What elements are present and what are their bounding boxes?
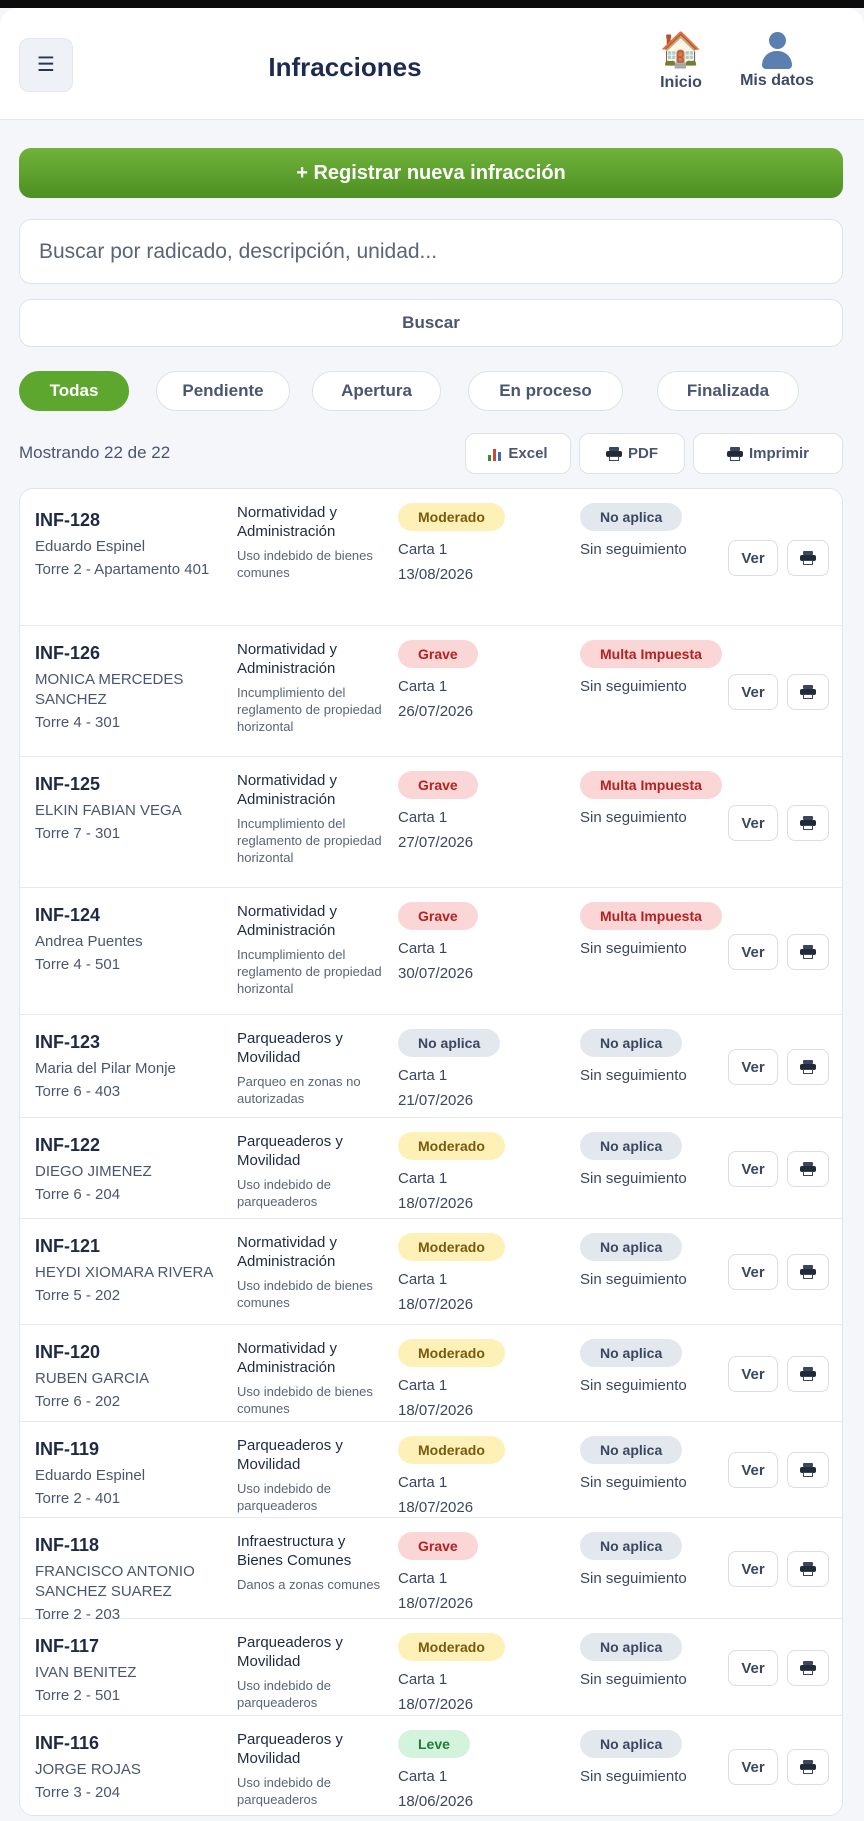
severity-badge: Grave bbox=[398, 640, 478, 668]
category: Parqueaderos y Movilidad bbox=[237, 1133, 343, 1169]
description: Uso indebido de bienes comunes bbox=[237, 548, 373, 580]
nav-my-data[interactable] bbox=[732, 30, 822, 90]
sanction-cell bbox=[580, 1436, 740, 1493]
resident-name: Andrea Puentes bbox=[35, 933, 143, 950]
sanction-badge: No aplica bbox=[580, 1029, 682, 1057]
table-row bbox=[20, 1219, 843, 1325]
infraction-id: INF-124 bbox=[35, 905, 101, 925]
infractions-list bbox=[19, 488, 843, 1816]
resident-cell bbox=[35, 1438, 225, 1509]
sanction-badge: No aplica bbox=[580, 1339, 682, 1367]
table-row bbox=[20, 1015, 843, 1118]
view-button[interactable]: Ver bbox=[728, 1452, 778, 1488]
severity-badge: Grave bbox=[398, 902, 478, 930]
severity-badge: Moderado bbox=[398, 1436, 505, 1464]
resident-unit: Torre 5 - 202 bbox=[35, 1287, 121, 1304]
resident-name: RUBEN GARCIA bbox=[35, 1370, 150, 1387]
sanction-cell bbox=[580, 902, 740, 959]
description: Incumplimiento del reglamento de propiedad horizontal bbox=[237, 816, 382, 865]
description: Uso indebido de parqueaderos bbox=[237, 1775, 331, 1807]
print-button[interactable] bbox=[693, 433, 843, 474]
category: Infraestructura y Bienes Comunes bbox=[237, 1533, 352, 1569]
category-cell bbox=[237, 1436, 382, 1514]
severity-badge: Moderado bbox=[398, 503, 505, 531]
sanction-cell bbox=[580, 1633, 740, 1690]
resident-unit: Torre 4 - 301 bbox=[35, 714, 121, 731]
resident-name: ELKIN FABIAN VEGA bbox=[35, 802, 182, 819]
followup-status: Sin seguimiento bbox=[580, 1170, 687, 1187]
description: Incumplimiento del reglamento de propiedad horizontal bbox=[237, 947, 382, 996]
resident-name: DIEGO JIMENEZ bbox=[35, 1163, 152, 1180]
filter-en-proceso[interactable]: En proceso bbox=[468, 371, 623, 411]
resident-unit: Torre 6 - 204 bbox=[35, 1186, 121, 1203]
description: Uso indebido de parqueaderos bbox=[237, 1481, 331, 1513]
infraction-date: 18/07/2026 bbox=[398, 1195, 474, 1212]
infraction-id: INF-119 bbox=[35, 1439, 100, 1459]
table-row bbox=[20, 489, 843, 626]
printer-icon bbox=[727, 447, 743, 461]
view-button[interactable]: Ver bbox=[728, 1356, 778, 1392]
resident-cell bbox=[35, 1534, 225, 1625]
infraction-id: INF-123 bbox=[35, 1032, 101, 1052]
description: Danos a zonas comunes bbox=[237, 1577, 381, 1592]
category: Parqueaderos y Movilidad bbox=[237, 1030, 343, 1066]
severity-cell bbox=[398, 1132, 568, 1214]
category: Normatividad y Administración bbox=[237, 504, 338, 540]
resident-unit: Torre 6 - 202 bbox=[35, 1393, 121, 1410]
resident-unit: Torre 2 - 501 bbox=[35, 1687, 121, 1704]
description: Incumplimiento del reglamento de propiedad horizontal bbox=[237, 685, 382, 734]
printer-icon bbox=[800, 945, 816, 959]
infraction-date: 18/06/2026 bbox=[398, 1793, 474, 1810]
severity-cell bbox=[398, 503, 568, 585]
category-cell bbox=[237, 1132, 382, 1210]
infraction-date: 27/07/2026 bbox=[398, 834, 474, 851]
search-button[interactable]: Buscar bbox=[19, 299, 843, 347]
letter-label: Carta 1 bbox=[398, 678, 448, 695]
sanction-badge: No aplica bbox=[580, 1532, 682, 1560]
followup-status: Sin seguimiento bbox=[580, 678, 687, 695]
printer-icon bbox=[800, 1661, 816, 1675]
infraction-id: INF-118 bbox=[35, 1535, 100, 1555]
letter-label: Carta 1 bbox=[398, 1067, 448, 1084]
sanction-badge: No aplica bbox=[580, 1730, 682, 1758]
sanction-badge: No aplica bbox=[580, 1633, 682, 1661]
export-pdf-label: PDF bbox=[628, 445, 658, 462]
printer-icon bbox=[800, 1265, 816, 1279]
resident-name: Eduardo Espinel bbox=[35, 538, 146, 555]
resident-cell bbox=[35, 642, 225, 733]
view-button[interactable]: Ver bbox=[728, 805, 778, 841]
description: Uso indebido de parqueaderos bbox=[237, 1177, 331, 1209]
infraction-id: INF-128 bbox=[35, 510, 101, 530]
user-icon bbox=[760, 32, 794, 70]
category: Normatividad y Administración bbox=[237, 1340, 338, 1376]
infraction-id: INF-122 bbox=[35, 1135, 101, 1155]
severity-badge: Moderado bbox=[398, 1339, 505, 1367]
print-row-button[interactable] bbox=[787, 1551, 829, 1587]
followup-status: Sin seguimiento bbox=[580, 1768, 687, 1785]
view-button[interactable]: Ver bbox=[728, 1254, 778, 1290]
sanction-cell bbox=[580, 503, 740, 560]
print-row-button[interactable] bbox=[787, 1356, 829, 1392]
category: Normatividad y Administración bbox=[237, 903, 338, 939]
description: Uso indebido de bienes comunes bbox=[237, 1278, 373, 1310]
infraction-date: 21/07/2026 bbox=[398, 1092, 474, 1109]
infraction-id: INF-126 bbox=[35, 643, 101, 663]
category: Normatividad y Administración bbox=[237, 1234, 338, 1270]
infraction-date: 13/08/2026 bbox=[398, 566, 474, 583]
view-button[interactable]: Ver bbox=[728, 1049, 778, 1085]
category: Parqueaderos y Movilidad bbox=[237, 1437, 343, 1473]
sanction-cell bbox=[580, 1339, 740, 1396]
letter-label: Carta 1 bbox=[398, 1271, 448, 1288]
category-cell bbox=[237, 1029, 382, 1107]
category-cell bbox=[237, 1233, 382, 1311]
infraction-date: 18/07/2026 bbox=[398, 1296, 474, 1313]
letter-label: Carta 1 bbox=[398, 1671, 448, 1688]
menu-button[interactable] bbox=[19, 38, 73, 92]
severity-cell bbox=[398, 902, 568, 984]
resident-name: Maria del Pilar Monje bbox=[35, 1060, 176, 1077]
severity-cell bbox=[398, 640, 568, 722]
printer-icon bbox=[800, 1760, 816, 1774]
table-row bbox=[20, 757, 843, 888]
infraction-date: 18/07/2026 bbox=[398, 1696, 474, 1713]
view-button[interactable]: Ver bbox=[728, 1650, 778, 1686]
followup-status: Sin seguimiento bbox=[580, 541, 687, 558]
printer-icon bbox=[800, 1367, 816, 1381]
table-row bbox=[20, 888, 843, 1015]
infraction-date: 18/07/2026 bbox=[398, 1595, 474, 1612]
resident-cell bbox=[35, 1341, 225, 1412]
description: Uso indebido de bienes comunes bbox=[237, 1384, 373, 1416]
print-label: Imprimir bbox=[748, 445, 809, 462]
printer-icon bbox=[800, 685, 816, 699]
severity-cell bbox=[398, 771, 568, 853]
table-row bbox=[20, 1518, 843, 1623]
letter-label: Carta 1 bbox=[398, 1570, 448, 1587]
export-excel-button[interactable] bbox=[465, 433, 571, 474]
category-cell bbox=[237, 640, 382, 735]
resident-unit: Torre 2 - Apartamento 401 bbox=[35, 561, 210, 578]
table-row bbox=[20, 626, 843, 757]
nav-home[interactable] bbox=[650, 30, 712, 92]
severity-cell bbox=[398, 1339, 568, 1421]
printer-icon bbox=[800, 1060, 816, 1074]
resident-unit: Torre 2 - 401 bbox=[35, 1490, 121, 1507]
bar-chart-icon bbox=[488, 447, 502, 461]
sanction-cell bbox=[580, 640, 740, 697]
category-cell bbox=[237, 1633, 382, 1711]
letter-label: Carta 1 bbox=[398, 1377, 448, 1394]
results-count: Mostrando 22 de 22 bbox=[19, 443, 171, 462]
print-row-button[interactable] bbox=[787, 1151, 829, 1187]
view-button[interactable]: Ver bbox=[728, 1151, 778, 1187]
print-row-button[interactable] bbox=[787, 1749, 829, 1785]
followup-status: Sin seguimiento bbox=[580, 1474, 687, 1491]
sanction-badge: No aplica bbox=[580, 1132, 682, 1160]
category-cell bbox=[237, 771, 382, 866]
sanction-badge: Multa Impuesta bbox=[580, 640, 722, 668]
sanction-cell bbox=[580, 1132, 740, 1189]
filter-pendiente[interactable]: Pendiente bbox=[156, 371, 290, 411]
infraction-date: 26/07/2026 bbox=[398, 703, 474, 720]
print-row-button[interactable] bbox=[787, 1650, 829, 1686]
severity-badge: Grave bbox=[398, 1532, 478, 1560]
view-button[interactable]: Ver bbox=[728, 674, 778, 710]
print-row-button[interactable] bbox=[787, 1452, 829, 1488]
export-pdf-button[interactable] bbox=[579, 433, 685, 474]
sanction-cell bbox=[580, 1532, 740, 1589]
resident-cell bbox=[35, 904, 225, 975]
print-row-button[interactable] bbox=[787, 1049, 829, 1085]
export-excel-label: Excel bbox=[508, 445, 548, 462]
letter-label: Carta 1 bbox=[398, 809, 448, 826]
sanction-cell bbox=[580, 771, 740, 828]
resident-cell bbox=[35, 1732, 225, 1803]
severity-badge: Leve bbox=[398, 1730, 470, 1758]
severity-cell bbox=[398, 1029, 568, 1111]
sanction-badge: No aplica bbox=[580, 503, 682, 531]
sanction-badge: No aplica bbox=[580, 1436, 682, 1464]
resident-unit: Torre 3 - 204 bbox=[35, 1784, 121, 1801]
view-button[interactable]: Ver bbox=[728, 1749, 778, 1785]
resident-cell bbox=[35, 1031, 225, 1102]
resident-name: HEYDI XIOMARA RIVERA bbox=[35, 1264, 214, 1281]
view-button[interactable]: Ver bbox=[728, 934, 778, 970]
severity-badge: Moderado bbox=[398, 1132, 505, 1160]
infraction-date: 30/07/2026 bbox=[398, 965, 474, 982]
followup-status: Sin seguimiento bbox=[580, 1067, 687, 1084]
infraction-date: 18/07/2026 bbox=[398, 1402, 474, 1419]
resident-name: Eduardo Espinel bbox=[35, 1467, 146, 1484]
infraction-id: INF-116 bbox=[35, 1733, 100, 1753]
category: Parqueaderos y Movilidad bbox=[237, 1731, 343, 1767]
resident-cell bbox=[35, 1635, 225, 1706]
resident-name: FRANCISCO ANTONIO SANCHEZ SUAREZ bbox=[35, 1563, 195, 1600]
severity-cell bbox=[398, 1730, 568, 1812]
infraction-date: 18/07/2026 bbox=[398, 1499, 474, 1516]
followup-status: Sin seguimiento bbox=[580, 809, 687, 826]
print-row-button[interactable] bbox=[787, 1254, 829, 1290]
category: Normatividad y Administración bbox=[237, 641, 338, 677]
severity-cell bbox=[398, 1233, 568, 1315]
printer-icon bbox=[800, 551, 816, 565]
resident-cell bbox=[35, 773, 225, 844]
house-icon: 🏠 bbox=[659, 31, 703, 69]
followup-status: Sin seguimiento bbox=[580, 1570, 687, 1587]
category-cell bbox=[237, 1339, 382, 1417]
severity-cell bbox=[398, 1532, 568, 1614]
severity-cell bbox=[398, 1633, 568, 1715]
app-header bbox=[0, 8, 864, 120]
print-row-button[interactable] bbox=[787, 934, 829, 970]
filter-finalizada[interactable]: Finalizada bbox=[657, 371, 799, 411]
print-row-button[interactable] bbox=[787, 674, 829, 710]
filter-apertura[interactable]: Apertura bbox=[312, 371, 441, 411]
sanction-cell bbox=[580, 1233, 740, 1290]
sanction-badge: No aplica bbox=[580, 1233, 682, 1261]
category-cell bbox=[237, 1730, 382, 1808]
resident-unit: Torre 2 - 203 bbox=[35, 1606, 121, 1623]
category-cell bbox=[237, 1532, 382, 1593]
sanction-cell bbox=[580, 1730, 740, 1787]
followup-status: Sin seguimiento bbox=[580, 940, 687, 957]
category: Normatividad y Administración bbox=[237, 772, 338, 808]
filter-todas[interactable]: Todas bbox=[19, 371, 129, 411]
letter-label: Carta 1 bbox=[398, 940, 448, 957]
category-cell bbox=[237, 902, 382, 997]
letter-label: Carta 1 bbox=[398, 1768, 448, 1785]
print-row-button[interactable] bbox=[787, 805, 829, 841]
followup-status: Sin seguimiento bbox=[580, 1377, 687, 1394]
table-row bbox=[20, 1118, 843, 1219]
nav-home-label: Inicio bbox=[660, 74, 702, 91]
description: Uso indebido de parqueaderos bbox=[237, 1678, 331, 1710]
infraction-id: INF-117 bbox=[35, 1636, 100, 1656]
followup-status: Sin seguimiento bbox=[580, 1671, 687, 1688]
infraction-id: INF-121 bbox=[35, 1236, 101, 1256]
infraction-id: INF-125 bbox=[35, 774, 101, 794]
resident-name: JORGE ROJAS bbox=[35, 1761, 141, 1778]
printer-icon bbox=[800, 816, 816, 830]
resident-cell bbox=[35, 509, 225, 580]
hamburger-icon: ☰ bbox=[37, 54, 55, 76]
table-row bbox=[20, 1716, 843, 1816]
nav-my-data-label: Mis datos bbox=[740, 72, 814, 89]
severity-badge: Moderado bbox=[398, 1633, 505, 1661]
severity-badge: Grave bbox=[398, 771, 478, 799]
followup-status: Sin seguimiento bbox=[580, 1271, 687, 1288]
view-button[interactable]: Ver bbox=[728, 540, 778, 576]
infraction-id: INF-120 bbox=[35, 1342, 101, 1362]
resident-cell bbox=[35, 1235, 225, 1306]
search-input[interactable] bbox=[19, 219, 843, 284]
table-row bbox=[20, 1619, 843, 1716]
print-row-button[interactable] bbox=[787, 540, 829, 576]
letter-label: Carta 1 bbox=[398, 1170, 448, 1187]
resident-name: IVAN BENITEZ bbox=[35, 1664, 137, 1681]
page-title: Infracciones bbox=[268, 52, 422, 82]
printer-icon bbox=[800, 1162, 816, 1176]
letter-label: Carta 1 bbox=[398, 541, 448, 558]
sanction-cell bbox=[580, 1029, 740, 1086]
sanction-badge: Multa Impuesta bbox=[580, 771, 722, 799]
register-infraction-button[interactable]: + Registrar nueva infracción bbox=[19, 148, 843, 198]
table-row bbox=[20, 1422, 843, 1518]
letter-label: Carta 1 bbox=[398, 1474, 448, 1491]
resident-name: MONICA MERCEDES SANCHEZ bbox=[35, 671, 184, 708]
category-cell bbox=[237, 503, 382, 581]
description: Parqueo en zonas no autorizadas bbox=[237, 1074, 361, 1106]
severity-cell bbox=[398, 1436, 568, 1518]
printer-icon bbox=[606, 447, 622, 461]
sanction-badge: Multa Impuesta bbox=[580, 902, 722, 930]
resident-unit: Torre 4 - 501 bbox=[35, 956, 121, 973]
severity-badge: No aplica bbox=[398, 1029, 500, 1057]
category: Parqueaderos y Movilidad bbox=[237, 1634, 343, 1670]
resident-unit: Torre 7 - 301 bbox=[35, 825, 121, 842]
resident-cell bbox=[35, 1134, 225, 1205]
severity-badge: Moderado bbox=[398, 1233, 505, 1261]
table-row bbox=[20, 1325, 843, 1422]
printer-icon bbox=[800, 1562, 816, 1576]
resident-unit: Torre 6 - 403 bbox=[35, 1083, 121, 1100]
printer-icon bbox=[800, 1463, 816, 1477]
status-bar bbox=[0, 0, 864, 8]
view-button[interactable]: Ver bbox=[728, 1551, 778, 1587]
